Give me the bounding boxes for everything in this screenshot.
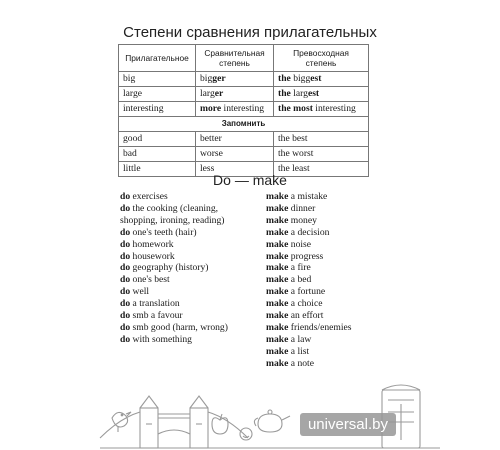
list-item: make a fortune (266, 286, 326, 298)
comparison-table (118, 44, 369, 177)
make-list (266, 191, 352, 370)
list-item: make a list (266, 345, 310, 357)
list-item: make progress (266, 250, 324, 262)
table-cell: large (119, 87, 196, 102)
table-cell: larger (196, 87, 274, 102)
list-item: do housework (120, 250, 175, 262)
table-header-row (119, 45, 369, 72)
table-cell: big (119, 72, 196, 87)
do-list (120, 191, 228, 346)
table-row (119, 87, 369, 102)
table-cell: the most interesting (274, 102, 369, 117)
table-cell: bad (119, 147, 196, 162)
table-row (119, 132, 369, 147)
header-superlative: Превосходная степень (274, 45, 369, 72)
remember-label: Запомнить (119, 117, 369, 132)
table-cell: the least (274, 162, 369, 177)
remember-row (119, 117, 369, 132)
list-item: do homework (120, 238, 174, 250)
table-cell: less (196, 162, 274, 177)
smiley-icon (240, 428, 252, 440)
london-illustration (0, 378, 500, 450)
list-item: make money (266, 214, 317, 226)
watermark: universal.by (300, 413, 396, 436)
list-item: do a translation (120, 298, 180, 310)
list-item: do the cooking (cleaning, (120, 202, 219, 214)
table-row (119, 72, 369, 87)
table-row (119, 102, 369, 117)
list-item: make a fire (266, 262, 311, 274)
tower-bridge-icon (100, 396, 248, 448)
bird-icon (112, 412, 131, 432)
list-item: do smb a favour (120, 310, 183, 322)
list-item: do smb good (harm, wrong) (120, 321, 228, 333)
list-item: make a bed (266, 274, 312, 286)
table-cell: bigger (196, 72, 274, 87)
list-item: do one's teeth (hair) (120, 226, 197, 238)
list-item: make a choice (266, 298, 323, 310)
table-cell: the biggest (274, 72, 369, 87)
list-item: make a note (266, 357, 314, 369)
teapot-icon (254, 410, 290, 432)
table-cell: the worst (274, 147, 369, 162)
list-item: make noise (266, 238, 312, 250)
list-item: do exercises (120, 191, 168, 202)
list-item: shopping, ironing, reading) (120, 214, 225, 226)
table-cell: the best (274, 132, 369, 147)
list-item: make dinner (266, 202, 316, 214)
list-item: do one's best (120, 274, 170, 286)
table-cell: better (196, 132, 274, 147)
header-comparative: Сравнительная степень (196, 45, 274, 72)
header-adjective: Прилагательное (119, 45, 196, 72)
section-title: Do — make (213, 172, 287, 188)
table-cell: more interesting (196, 102, 274, 117)
list-item: do with something (120, 333, 192, 345)
list-item: make a mistake (266, 191, 328, 202)
table-cell: worse (196, 147, 274, 162)
table-cell: interesting (119, 102, 196, 117)
table-cell: little (119, 162, 196, 177)
page-title: Степени сравнения прилагательных (123, 24, 377, 41)
table-row (119, 147, 369, 162)
list-item: make an effort (266, 310, 324, 322)
table-cell: good (119, 132, 196, 147)
list-item: do well (120, 286, 150, 298)
list-item: make a decision (266, 226, 330, 238)
list-item: do geography (history) (120, 262, 209, 274)
list-item: make friends/enemies (266, 321, 352, 333)
list-item: make a law (266, 333, 312, 345)
table-cell: the largest (274, 87, 369, 102)
